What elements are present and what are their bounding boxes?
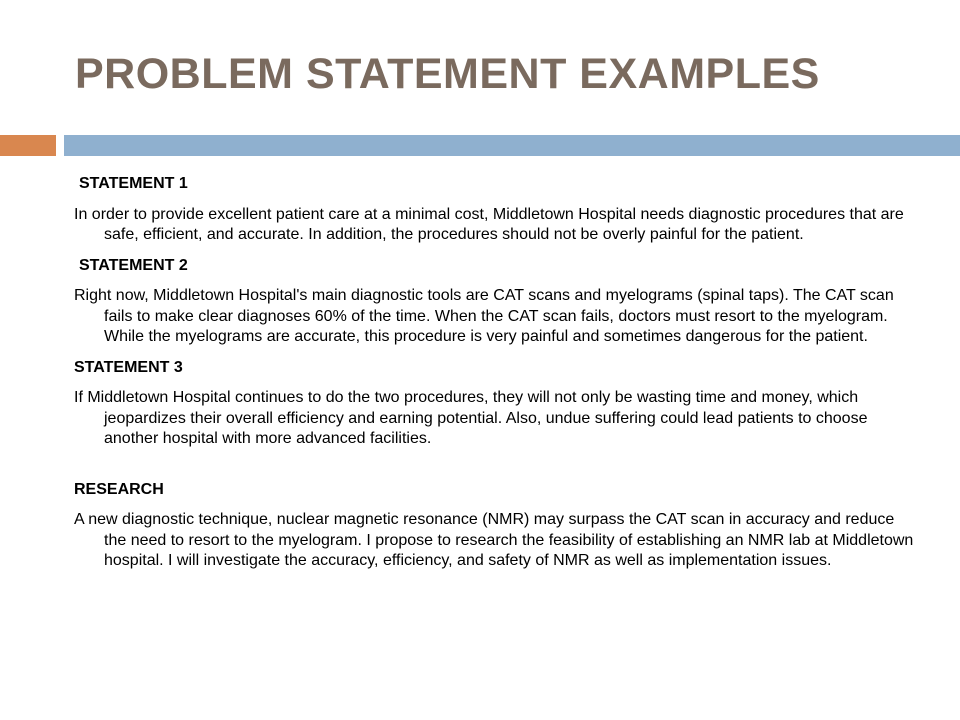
slide-body [74,174,919,582]
slide-title: PROBLEM STATEMENT EXAMPLES [75,50,820,98]
research-heading: RESEARCH [74,480,164,498]
accent-bar-orange [0,135,56,156]
accent-bar-blue [64,135,960,156]
statement-3-text: If Middletown Hospital continues to do the two procedures, they will not only be wasting time and money, which jeopardizes their overall efficiency and earning potential. Also, undue suffering could lead patients to choose another hospital with more advanced facilities. [74,389,868,447]
statement-2-text: Right now, Middletown Hospital's main diagnostic tools are CAT scans and myelograms (spinal taps). The CAT scan fails to make clear diagnoses 60% of the time. When the CAT scan fails, doctors must resort to the myelogram. While the myelograms are accurate, this procedure is very painful and sometimes dangerous for the patient. [74,287,894,345]
research-text: A new diagnostic technique, nuclear magnetic resonance (NMR) may surpass the CAT scan in accuracy and reduce the need to resort to the myelogram. I propose to research the feasibility of establishing an NMR lab at Middletown hospital. I will investigate the accuracy, efficiency, and safety of NMR as well as implementation issues. [74,511,914,569]
statement-1-text: In order to provide excellent patient care at a minimal cost, Middletown Hospital needs diagnostic procedures that are safe, efficient, and accurate. In addition, the procedures should not be overly painful for the patient. [74,205,904,243]
statement-1-heading: STATEMENT 1 [79,175,188,192]
statement-2-heading: STATEMENT 2 [79,256,188,274]
statement-3-heading: STATEMENT 3 [74,358,183,376]
